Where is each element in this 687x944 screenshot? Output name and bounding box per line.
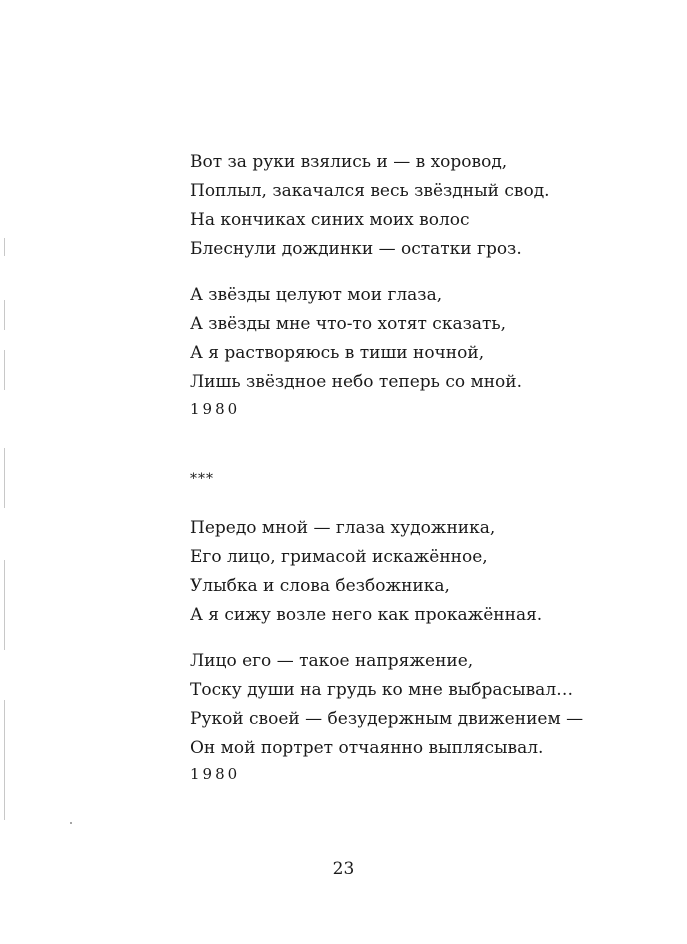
poem-line: Рукой своей — безудержным движением — <box>190 709 584 729</box>
poem-1-stanza-2 <box>190 281 660 397</box>
poem-line: Вот за руки взялись и — в хоровод, <box>190 152 508 172</box>
poem-line: А я растворяюсь в тиши ночной, <box>190 343 485 363</box>
poem-line: Он мой портрет отчаянно выплясывал. <box>190 738 544 758</box>
poem-1-year: 1980 <box>190 400 241 418</box>
poem-line: Передо мной — глаза художника, <box>190 518 496 538</box>
poem-2-stanza-1 <box>190 514 660 630</box>
poem-line: Поплыл, закачался весь звёздный свод. <box>190 181 550 201</box>
poem-line: Лишь звёздное небо теперь со мной. <box>190 372 522 392</box>
scan-edge-mark <box>4 700 5 820</box>
poem-separator: *** <box>190 471 214 487</box>
poem-1-stanza-1 <box>190 148 660 264</box>
poem-line: Блеснули дождинки — остатки гроз. <box>190 239 522 259</box>
poem-line: Тоску души на грудь ко мне выбрасывал… <box>190 680 574 700</box>
scan-edge-mark <box>4 238 5 256</box>
scan-speck <box>70 822 72 824</box>
poem-line: Его лицо, гримасой искажённое, <box>190 547 488 567</box>
page-number: 23 <box>332 859 355 879</box>
poem-2-year: 1980 <box>190 765 241 783</box>
scan-edge-mark <box>4 300 5 330</box>
scan-edge-mark <box>4 350 5 390</box>
scan-edge-mark <box>4 448 5 508</box>
poem-line: А звёзды мне что-то хотят сказать, <box>190 314 507 334</box>
poem-line: На кончиках синих моих волос <box>190 210 470 230</box>
scan-edge-mark <box>4 560 5 650</box>
poem-line: Улыбка и слова безбожника, <box>190 576 450 596</box>
poem-2-stanza-2 <box>190 647 660 763</box>
poem-line: А звёзды целуют мои глаза, <box>190 285 443 305</box>
poem-line: Лицо его — такое напряжение, <box>190 651 474 671</box>
poem-line: А я сижу возле него как прокажённая. <box>190 605 543 625</box>
